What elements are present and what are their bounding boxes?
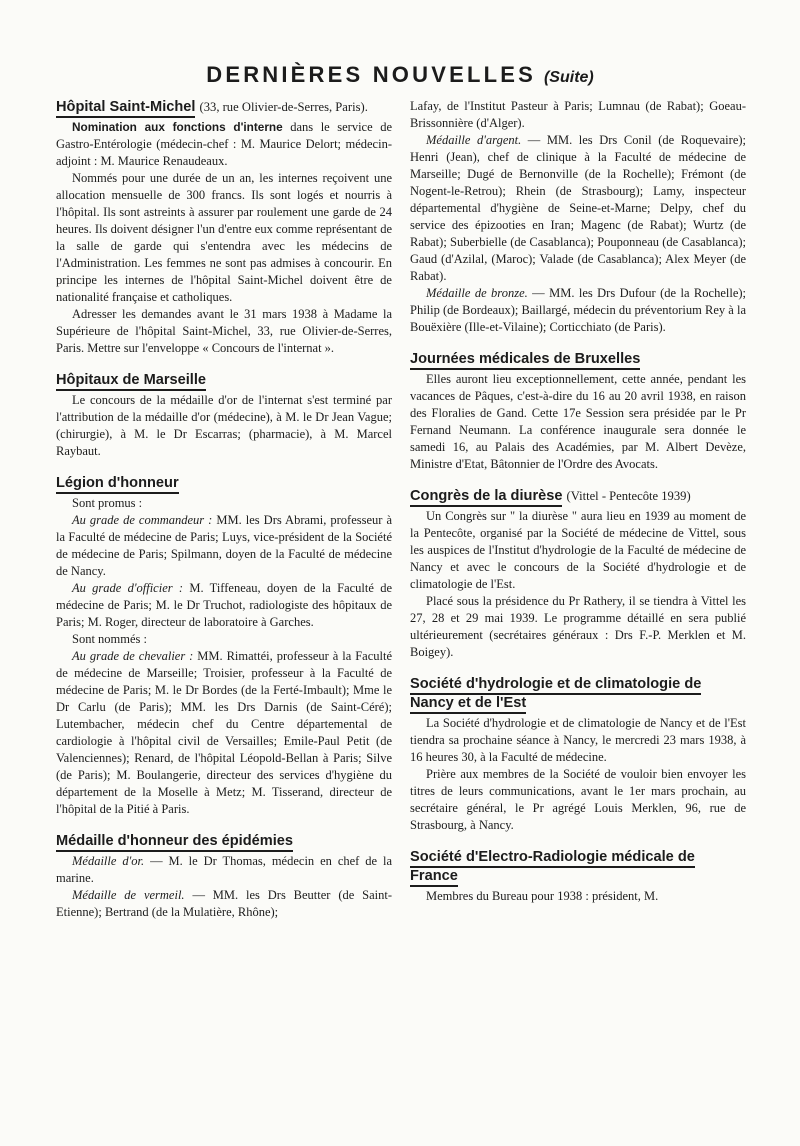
section-congres-diurese	[410, 487, 746, 661]
section-hopitaux-marseille	[56, 371, 392, 460]
heading-text: Hôpital Saint-Michel	[56, 99, 195, 118]
section-heading	[410, 848, 746, 886]
paragraph-text: dans le service de Gastro-Entérologie (médecin-chef : M. Maurice Delort; médecin-adjoint : M. Maurice Renaudeaux.	[56, 120, 392, 168]
section-legion-honneur	[56, 474, 392, 818]
heading-subtitle: (Vittel - Pentecôte 1939)	[566, 489, 691, 503]
section-societe-hydrologie	[410, 675, 746, 834]
paragraph-text: M. Tiffeneau, doyen de la Faculté de médecine de Paris; M. le Dr Truchot, radiologiste des hôpitaux de Paris; M. Roger, directeur de laboratoire à Garches.	[56, 581, 392, 629]
page-title-main: DERNIÈRES NOUVELLES	[206, 62, 536, 87]
heading-subtitle: (33, rue Olivier-de-Serres, Paris).	[199, 100, 368, 114]
section-hopital-saint-michel	[56, 98, 392, 357]
section-heading	[56, 474, 392, 493]
paragraph-text: — MM. les Drs Beutter (de Saint-Etienne); Bertrand (de la Mulatière, Rhône);	[56, 888, 393, 919]
left-column	[56, 98, 392, 935]
paragraph: Un Congrès sur " la diurèse " aura lieu en 1939 au moment de la Pentecôte, organisé par la Société de médecine de Vittel, sous les auspices de l'Institut d'hydrologie de la Faculté de médecine de Nancy et avec le concours de la Société d'hydrologie et de climatologie de l'Est.	[410, 509, 746, 591]
section-heading	[56, 98, 392, 117]
section-heading	[56, 371, 392, 390]
section-heading	[410, 487, 746, 506]
paragraph: La Société d'hydrologie et de climatologie de Nancy et de l'Est tiendra sa prochaine séance à Nancy, le mercredi 23 mars 1938, à 16 heures 30, à la Faculté de médecine.	[410, 716, 746, 764]
paragraph	[56, 119, 392, 170]
paragraph	[56, 648, 392, 818]
paragraph: Adresser les demandes avant le 31 mars 1938 à Madame la Supérieure de l'hôpital Saint-Michel, 33, rue Olivier-de-Serres, Paris. Mettre sur l'enveloppe « Concours de l'internat ».	[56, 307, 392, 355]
page-title-suite: (Suite)	[543, 69, 594, 86]
section-electro-radiologie	[410, 848, 746, 905]
section-journees-bruxelles	[410, 350, 746, 473]
paragraph: Lafay, de l'Institut Pasteur à Paris; Lumnau (de Rabat); Goeau-Brissonnière (d'Alger).	[410, 99, 746, 130]
heading-text: Hôpitaux de Marseille	[56, 372, 206, 391]
grade-label: Au grade de commandeur :	[72, 513, 213, 527]
paragraph-text: — MM. les Drs Dufour (de la Rochelle); Philip (de Bordeaux); Baillargé, médecin du préventorium Rey à la Bouëxière (Ille-et-Vilaine); Corticchiato (de Paris).	[410, 286, 747, 334]
section-medaille-epidemies-continued	[410, 98, 746, 336]
medal-label: Médaille de vermeil.	[72, 888, 185, 902]
paragraph: Prière aux membres de la Société de vouloir bien envoyer les titres de leurs communications, avant le 1er mars prochain, au secrétaire général, le Pr agrégé Louis Merklen, 96, rue de Strasbourg, à Nancy.	[410, 767, 746, 832]
paragraph	[56, 512, 392, 580]
paragraph	[56, 580, 392, 631]
lead-bold: Nomination aux fonctions d'interne	[72, 120, 283, 134]
section-heading	[410, 675, 746, 713]
paragraph: Le concours de la médaille d'or de l'internat s'est terminé par l'attribution de la médaille d'or (médecine), à M. le Dr Jean Vague; (chirurgie), à M. le Dr Escarras; (pharmacie), à M. Marcel Raybaut.	[56, 393, 392, 458]
section-heading	[410, 350, 746, 369]
page-title	[0, 62, 800, 88]
grade-label: Au grade de chevalier :	[72, 649, 194, 663]
paragraph: Sont nommés :	[72, 632, 148, 646]
section-heading	[56, 832, 392, 851]
paragraph-text: — MM. les Drs Conil (de Roquevaire); Henri (Jean), chef de clinique à la Faculté de médecine de Marseille; Dugé de Bernonville (de la Rochelle); Frémont (de Nogent-le-Retrou); Rhein (de Strasbourg); Lamy, inspecteur départemental d'hygiène de Seine-et-Marne; Delpy, chef du service des épizooties en Iran; Magenc (de Rabat); Wurtz (de Rabat); Suberbielle (de Casablanca); Pouponneau (de Casablanca); Gaud (d'Azilal, (Maroc); Valade (de Casablanca); Alex Meyer (de Rabat).	[410, 133, 746, 283]
medal-label: Médaille d'or.	[72, 854, 145, 868]
medal-label: Médaille de bronze.	[426, 286, 528, 300]
section-medaille-epidemies	[56, 832, 392, 921]
heading-text: Congrès de la diurèse	[410, 488, 562, 507]
heading-text: Médaille d'honneur des épidémies	[56, 833, 293, 852]
grade-label: Au grade d'officier :	[72, 581, 184, 595]
paragraph-text: — M. le Dr Thomas, médecin en chef de la marine.	[56, 854, 392, 885]
paragraph-text: MM. Rimattéi, professeur à la Faculté de médecine de Marseille; Troisier, professeur à la Faculté de médecine de Paris; M. le Dr Bordes (de la Ferté-Imbault); Mme le Dr Carlu (de Paris); MM. les Drs Darnis (de Saint-Céré); Lutembacher, médecin chef du Centre départemental de cardiologie à l'hôpital civil de Versailles; Emile-Paul Petit (de Valenciennes); Renard, de l'hôpital Léopold-Bellan à Paris; Silve (de Paris); M. Boulangerie, directeur des services d'hygiène du département de la Moselle à Metz; M. Tisserand, directeur de l'hôpital de la Pitié à Paris.	[56, 649, 392, 816]
paragraph: Membres du Bureau pour 1938 : président, M.	[426, 889, 659, 903]
paragraph	[56, 853, 392, 887]
paragraph	[410, 285, 746, 336]
paragraph	[410, 132, 746, 285]
heading-text: Journées médicales de Bruxelles	[410, 351, 640, 370]
paragraph: Placé sous la présidence du Pr Rathery, il se tiendra à Vittel les 27, 28 et 29 mai 1939. Le programme détaillé en sera publié ultérieurement (secrétaires généraux : Drs F.-P. Merklen et M. Boigey).	[410, 594, 746, 659]
heading-text: Société d'Electro-Radiologie médicale de France	[410, 849, 695, 887]
paragraph: Elles auront lieu exceptionnellement, cette année, pendant les vacances de Pâques, c'est-à-dire du 16 au 20 avril 1938, en raison des Floralies de Gand. Cette 17e Session sera présidée par le Pr Fernand Neumann. La conférence inaugurale sera donnée le samedi 16, au Palais des Académies, par M. Albert Devèze, Ministre d'Etat, Bâtonnier de l'Ordre des Avocats.	[410, 372, 746, 471]
paragraph: Nommés pour une durée de un an, les internes reçoivent une allocation mensuelle de 300 francs. Ils sont logés et nourris à l'hôpital. Ils sont astreints à assurer par roulement une garde de 24 heures. Ils doivent désigner l'un d'entre eux comme représentant de la salle de garde qui s'entendra avec les médecins de l'Administration. Les femmes ne sont pas admises à concourir. En principe les internes de l'hôpital Saint-Michel doivent être de nationalité française et catholiques.	[56, 171, 392, 304]
heading-text: Société d'hydrologie et de climatologie de Nancy et de l'Est	[410, 676, 701, 714]
medal-label: Médaille d'argent.	[426, 133, 522, 147]
right-column	[410, 98, 746, 919]
paragraph-text: MM. les Drs Abrami, professeur à la Faculté de médecine de Paris; Luys, vice-président de la Société de médecine de Paris; Spilmann, doyen de la Faculté de médecine de Nancy.	[56, 513, 393, 578]
paragraph: Sont promus :	[72, 496, 143, 510]
heading-text: Légion d'honneur	[56, 475, 179, 494]
paragraph	[56, 887, 392, 921]
